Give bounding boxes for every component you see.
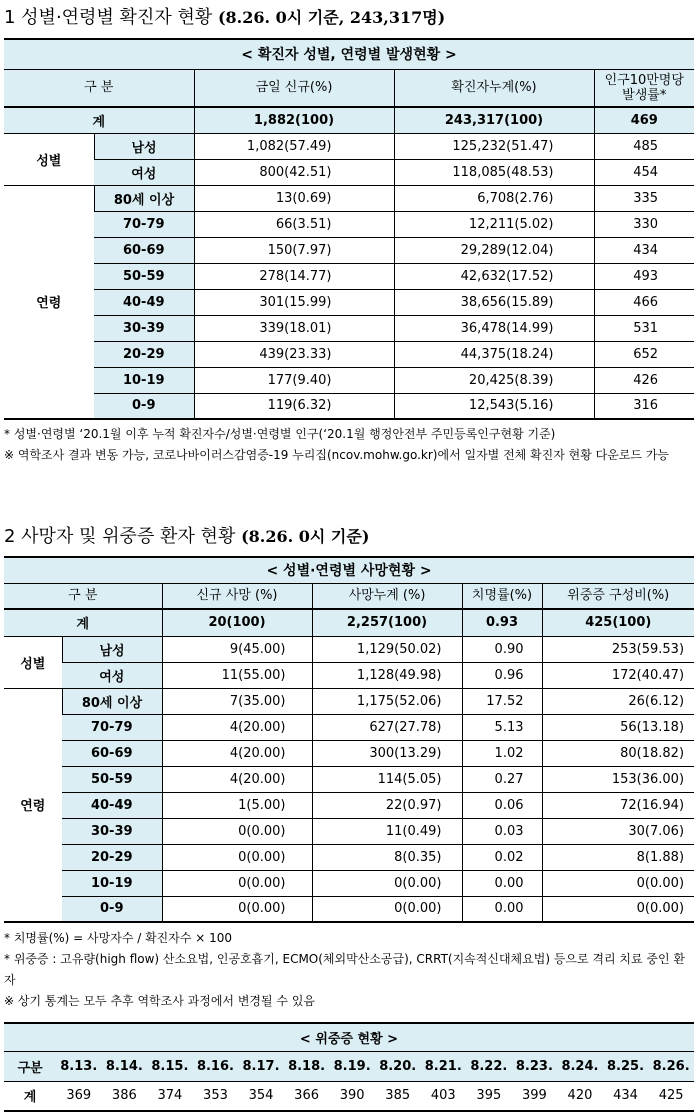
- table-row: [4, 289, 694, 315]
- total-row-label: 계: [4, 107, 194, 133]
- age-row-label: 80세 이상: [62, 688, 162, 714]
- age-row-label: 70-79: [94, 211, 194, 237]
- age-row-label: 20-29: [94, 341, 194, 367]
- table-row: [4, 740, 694, 766]
- date-header-cell: 8.14.: [102, 1051, 148, 1081]
- fatality-rate-cell: 0.90: [462, 636, 542, 662]
- rate-cell: 531: [594, 315, 694, 341]
- new-cases-cell: 177(9.40): [194, 367, 394, 393]
- section1-title-text: 1 성별·연령별 확진자 현황: [4, 7, 213, 28]
- severe-count-cell: 399: [521, 1088, 547, 1104]
- new-cases-cell: 1,082(57.49): [194, 133, 394, 159]
- rate-cell: 466: [594, 289, 694, 315]
- header-severe-share: 위중증 구성비(%): [542, 583, 694, 609]
- severe-share-cell: 30(7.06): [542, 818, 694, 844]
- cumulative-deaths-cell: 22(0.97): [312, 792, 462, 818]
- cumulative-deaths-cell: 11(0.49): [312, 818, 462, 844]
- date-header-cell: 8.18.: [284, 1051, 330, 1081]
- gender-group-label: 성별: [4, 133, 94, 185]
- header-new-today: 금일 신규(%): [194, 69, 394, 107]
- rate-cell: 335: [594, 185, 694, 211]
- date-header-cell: 8.23.: [512, 1051, 558, 1081]
- date-header-cell: 8.17.: [238, 1051, 284, 1081]
- cumulative-deaths-cell: 0(0.00): [312, 896, 462, 922]
- gender-row-label: 여성: [94, 159, 194, 185]
- section2-subtitle: (8.26. 0시 기준): [241, 527, 370, 546]
- cumulative-cases-cell: 20,425(8.39): [394, 367, 594, 393]
- severe-count-cell: 390: [339, 1088, 365, 1104]
- deaths-table-caption: < 성별·연령별 사망현황 >: [4, 557, 694, 583]
- total-cumulative: 243,317(100): [394, 107, 594, 133]
- new-cases-cell: 339(18.01): [194, 315, 394, 341]
- new-cases-cell: 439(23.33): [194, 341, 394, 367]
- severe-count-cell: 354: [248, 1088, 274, 1104]
- cumulative-cases-cell: 36,478(14.99): [394, 315, 594, 341]
- severe-count-cell: 386: [111, 1088, 137, 1104]
- age-row-label: 50-59: [62, 766, 162, 792]
- severe-share-cell: 8(1.88): [542, 844, 694, 870]
- total-fatality-rate: 0.93: [462, 609, 542, 636]
- age-row-label: 10-19: [94, 367, 194, 393]
- total-rate: 469: [594, 107, 694, 133]
- new-cases-cell: 278(14.77): [194, 263, 394, 289]
- header-new-deaths: 신규 사망 (%): [162, 583, 312, 609]
- section2-title-text: 2 사망자 및 위중증 환자 현황: [4, 526, 236, 547]
- severe-cases-table: [4, 1022, 694, 1112]
- date-header-cell: 8.20.: [375, 1051, 421, 1081]
- severe-count-cell: 385: [385, 1088, 411, 1104]
- fatality-rate-cell: 0.06: [462, 792, 542, 818]
- deaths-table: [4, 556, 694, 923]
- gender-group-label: 성별: [4, 636, 62, 688]
- rate-cell: 652: [594, 341, 694, 367]
- fatality-rate-cell: 0.00: [462, 870, 542, 896]
- table-row: [4, 211, 694, 237]
- age-group-label: 연령: [4, 688, 62, 922]
- severe-row-label: 계: [23, 1090, 37, 1106]
- age-row-label: 30-39: [62, 818, 162, 844]
- severe-share-cell: 0(0.00): [542, 870, 694, 896]
- cumulative-deaths-cell: 1,128(49.98): [312, 662, 462, 688]
- cumulative-cases-cell: 6,708(2.76): [394, 185, 594, 211]
- severe-count-cell: 425: [658, 1088, 684, 1104]
- fatality-rate-cell: 0.00: [462, 896, 542, 922]
- table-row: [4, 662, 694, 688]
- note-item: ※ 역학조사 결과 변동 가능, 코로나바이러스감염증-19 누리집(ncov.mohw.go.kr)에서 일자별 전체 확진자 현황 다운로드 가능: [4, 448, 670, 462]
- cumulative-cases-cell: 42,632(17.52): [394, 263, 594, 289]
- table-row: [4, 870, 694, 896]
- header-rate-per-100k: 인구10만명당 발생률*: [594, 69, 694, 107]
- new-cases-cell: 800(42.51): [194, 159, 394, 185]
- table-row: [4, 844, 694, 870]
- cumulative-deaths-cell: 8(0.35): [312, 844, 462, 870]
- fatality-rate-cell: 0.96: [462, 662, 542, 688]
- age-row-label: 10-19: [62, 870, 162, 896]
- date-header-cell: 8.13.: [56, 1051, 102, 1081]
- section1-title: [4, 4, 445, 32]
- header-category: 구 분: [4, 583, 162, 609]
- rate-cell: 493: [594, 263, 694, 289]
- table-row: [4, 185, 694, 211]
- age-row-label: 60-69: [62, 740, 162, 766]
- fatality-rate-cell: 0.27: [462, 766, 542, 792]
- severe-count-cell: 434: [613, 1088, 638, 1104]
- table-row: [4, 393, 694, 419]
- fatality-rate-cell: 5.13: [462, 714, 542, 740]
- gender-row-label: 남성: [94, 133, 194, 159]
- cumulative-deaths-cell: 627(27.78): [312, 714, 462, 740]
- age-row-label: 40-49: [94, 289, 194, 315]
- fatality-rate-cell: 0.02: [462, 844, 542, 870]
- date-header-cell: 8.16.: [193, 1051, 239, 1081]
- age-row-label: 50-59: [94, 263, 194, 289]
- date-header-cell: 8.19.: [329, 1051, 375, 1081]
- date-header-cell: 8.26.: [648, 1051, 694, 1081]
- table-row: [4, 263, 694, 289]
- fatality-rate-cell: 17.52: [462, 688, 542, 714]
- severe-count-cell: 366: [294, 1088, 319, 1104]
- new-deaths-cell: 7(35.00): [162, 688, 312, 714]
- age-row-label: 30-39: [94, 315, 194, 341]
- cumulative-cases-cell: 29,289(12.04): [394, 237, 594, 263]
- new-deaths-cell: 9(45.00): [162, 636, 312, 662]
- cumulative-cases-cell: 125,232(51.47): [394, 133, 594, 159]
- age-row-label: 80세 이상: [94, 185, 194, 211]
- new-cases-cell: 150(7.97): [194, 237, 394, 263]
- severe-share-cell: 72(16.94): [542, 792, 694, 818]
- severe-share-cell: 253(59.53): [542, 636, 694, 662]
- age-row-label: 40-49: [62, 792, 162, 818]
- section2-title: [4, 523, 369, 551]
- cumulative-cases-cell: 118,085(48.53): [394, 159, 594, 185]
- total-row-label: 계: [4, 609, 162, 636]
- new-cases-cell: 119(6.32): [194, 393, 394, 419]
- table-row: [4, 818, 694, 844]
- severe-count-cell: 374: [157, 1088, 183, 1104]
- total-new: 1,882(100): [194, 107, 394, 133]
- total-new-deaths: 20(100): [162, 609, 312, 636]
- table-row: [4, 133, 694, 159]
- age-group-label: 연령: [4, 185, 94, 419]
- new-deaths-cell: 4(20.00): [162, 766, 312, 792]
- header-cumulative: 확진자누계(%): [394, 69, 594, 107]
- new-deaths-cell: 0(0.00): [162, 844, 312, 870]
- new-deaths-cell: 4(20.00): [162, 714, 312, 740]
- age-row-label: 70-79: [62, 714, 162, 740]
- section2-notes: [4, 928, 694, 1012]
- new-deaths-cell: 0(0.00): [162, 818, 312, 844]
- cumulative-deaths-cell: 1,175(52.06): [312, 688, 462, 714]
- rate-cell: 316: [594, 393, 694, 419]
- severe-table-caption: < 위중증 현황 >: [4, 1023, 694, 1051]
- severe-count-cell: 395: [476, 1088, 502, 1104]
- rate-cell: 426: [594, 367, 694, 393]
- cumulative-cases-cell: 12,543(5.16): [394, 393, 594, 419]
- severe-count-cell: 403: [430, 1088, 456, 1104]
- severe-share-cell: 26(6.12): [542, 688, 694, 714]
- note-item: * 치명률(%) = 사망자수 / 확진자수 × 100: [4, 931, 233, 945]
- table-row: [4, 766, 694, 792]
- new-cases-cell: 66(3.51): [194, 211, 394, 237]
- rate-cell: 485: [594, 133, 694, 159]
- gender-row-label: 여성: [62, 662, 162, 688]
- cumulative-deaths-cell: 114(5.05): [312, 766, 462, 792]
- table-row: [4, 237, 694, 263]
- table-row: [4, 688, 694, 714]
- date-header-cell: 8.25.: [603, 1051, 649, 1081]
- new-cases-cell: 13(0.69): [194, 185, 394, 211]
- header-cumulative-deaths: 사망누계 (%): [312, 583, 462, 609]
- cumulative-cases-cell: 38,656(15.89): [394, 289, 594, 315]
- table-row: [4, 896, 694, 922]
- table-row: [4, 714, 694, 740]
- severe-count-cell: 369: [66, 1088, 92, 1104]
- confirmed-table-caption: < 확진자 성별, 연령별 발생현황 >: [4, 39, 694, 69]
- age-row-label: 20-29: [62, 844, 162, 870]
- severe-count-cell: 420: [567, 1088, 593, 1104]
- age-row-label: 0-9: [94, 393, 194, 419]
- note-item: * 위중증 : 고유량(high flow) 산소요법, 인공호흡기, ECMO(체외막산소공급), CRRT(지속적신대체요법) 등으로 격리 치료 중인 환자: [4, 952, 685, 987]
- note-item: ※ 상기 통계는 모두 추후 역학조사 과정에서 변경될 수 있음: [4, 994, 316, 1008]
- confirmed-cases-table: [4, 38, 694, 420]
- new-deaths-cell: 0(0.00): [162, 870, 312, 896]
- header-fatality-rate: 치명률(%): [462, 583, 542, 609]
- table-row: [4, 636, 694, 662]
- header-category: 구분: [4, 1051, 56, 1081]
- new-deaths-cell: 11(55.00): [162, 662, 312, 688]
- severe-share-cell: 56(13.18): [542, 714, 694, 740]
- cumulative-deaths-cell: 0(0.00): [312, 870, 462, 896]
- total-severe: 425(100): [542, 609, 694, 636]
- date-header-cell: 8.22.: [466, 1051, 512, 1081]
- fatality-rate-cell: 1.02: [462, 740, 542, 766]
- date-header-cell: 8.15.: [147, 1051, 193, 1081]
- table-row: [4, 341, 694, 367]
- new-deaths-cell: 1(5.00): [162, 792, 312, 818]
- cumulative-cases-cell: 44,375(18.24): [394, 341, 594, 367]
- gender-row-label: 남성: [62, 636, 162, 662]
- cumulative-deaths-cell: 300(13.29): [312, 740, 462, 766]
- age-row-label: 0-9: [62, 896, 162, 922]
- rate-cell: 454: [594, 159, 694, 185]
- severe-share-cell: 0(0.00): [542, 896, 694, 922]
- rate-cell: 434: [594, 237, 694, 263]
- new-deaths-cell: 4(20.00): [162, 740, 312, 766]
- severe-count-cell: 353: [203, 1088, 228, 1104]
- note-item: * 성별·연령별 ‘20.1월 이후 누적 확진자수/성별·연령별 인구(‘20.1월 행정안전부 주민등록인구현황 기준): [4, 427, 556, 441]
- date-header-cell: 8.24.: [557, 1051, 603, 1081]
- total-cumulative-deaths: 2,257(100): [312, 609, 462, 636]
- rate-cell: 330: [594, 211, 694, 237]
- severe-share-cell: 172(40.47): [542, 662, 694, 688]
- table-row: [4, 159, 694, 185]
- cumulative-deaths-cell: 1,129(50.02): [312, 636, 462, 662]
- section1-notes: [4, 424, 694, 466]
- cumulative-cases-cell: 12,211(5.02): [394, 211, 594, 237]
- severe-share-cell: 153(36.00): [542, 766, 694, 792]
- date-header-cell: 8.21.: [421, 1051, 467, 1081]
- section1-subtitle: (8.26. 0시 기준, 243,317명): [217, 8, 446, 27]
- table-row: [4, 367, 694, 393]
- new-cases-cell: 301(15.99): [194, 289, 394, 315]
- new-deaths-cell: 0(0.00): [162, 896, 312, 922]
- fatality-rate-cell: 0.03: [462, 818, 542, 844]
- header-category: 구 분: [4, 69, 194, 107]
- severe-share-cell: 80(18.82): [542, 740, 694, 766]
- table-row: [4, 792, 694, 818]
- table-row: [4, 315, 694, 341]
- age-row-label: 60-69: [94, 237, 194, 263]
